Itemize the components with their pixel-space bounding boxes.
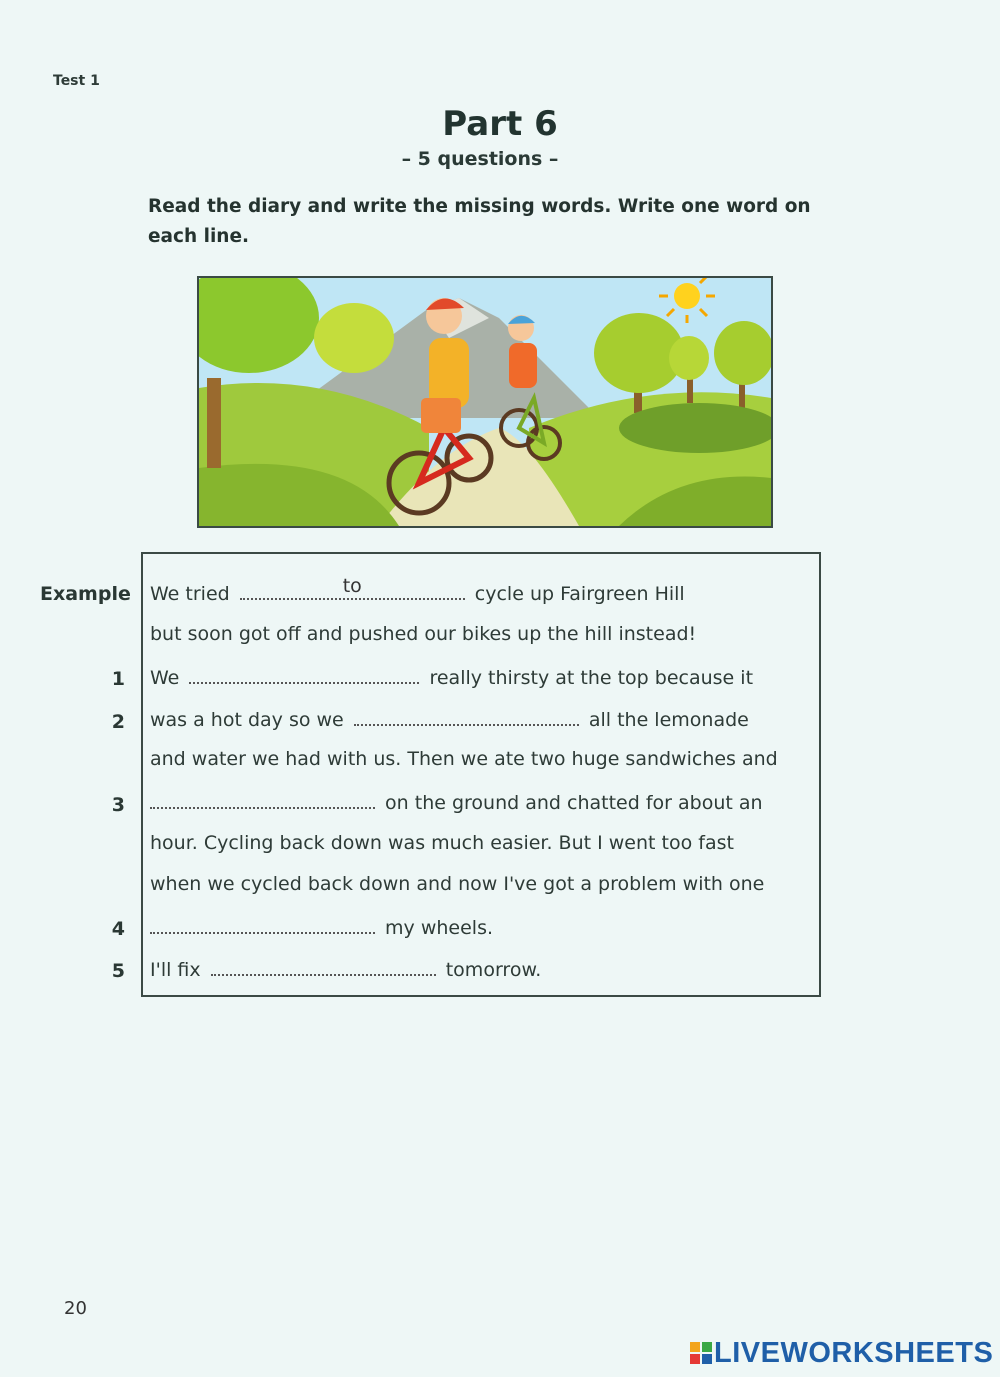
diary-line-q3: on the ground and chatted for about an bbox=[150, 789, 763, 815]
instructions: Read the diary and write the missing words. Write one word on each line. bbox=[148, 196, 811, 247]
liveworksheets-mark-icon bbox=[690, 1342, 712, 1364]
test-label: Test 1 bbox=[53, 73, 100, 89]
liveworksheets-logo: LIVEWORKSHEETS bbox=[690, 1337, 993, 1370]
diary-line-q4: my wheels. bbox=[150, 914, 493, 940]
diary-line-example: We tried to cycle up Fairgreen Hill bbox=[150, 575, 685, 605]
page-title: Part 6 bbox=[442, 104, 558, 144]
diary-line: but soon got off and pushed our bikes up the hill instead! bbox=[150, 623, 697, 645]
question-number: 3 bbox=[111, 794, 125, 816]
example-answer: to bbox=[342, 575, 362, 597]
page-number: 20 bbox=[64, 1298, 87, 1319]
question-number: 2 bbox=[111, 711, 125, 733]
answer-field-5[interactable] bbox=[211, 956, 436, 976]
question-number: 4 bbox=[111, 918, 125, 940]
cycling-scene-icon bbox=[197, 276, 773, 528]
diary-line-q2: was a hot day so we all the lemonade bbox=[150, 706, 749, 732]
answer-field-3[interactable] bbox=[150, 789, 375, 809]
diary-line: and water we had with us. Then we ate two huge sandwiches and bbox=[150, 748, 778, 770]
diary-line: hour. Cycling back down was much easier. But I went too fast bbox=[150, 832, 734, 854]
example-answer-field bbox=[240, 575, 465, 600]
diary-line: when we cycled back down and now I've got a problem with one bbox=[150, 873, 765, 895]
diary-line-q1: We really thirsty at the top because it bbox=[150, 664, 753, 690]
example-label: Example bbox=[40, 583, 131, 605]
answer-field-2[interactable] bbox=[354, 706, 579, 726]
answer-field-1[interactable] bbox=[189, 664, 419, 684]
answer-field-4[interactable] bbox=[150, 914, 375, 934]
page-subtitle: – 5 questions – bbox=[401, 148, 559, 170]
diary-line-q5: I'll fix tomorrow. bbox=[150, 956, 541, 982]
question-number: 5 bbox=[111, 960, 125, 982]
question-number: 1 bbox=[111, 668, 125, 690]
